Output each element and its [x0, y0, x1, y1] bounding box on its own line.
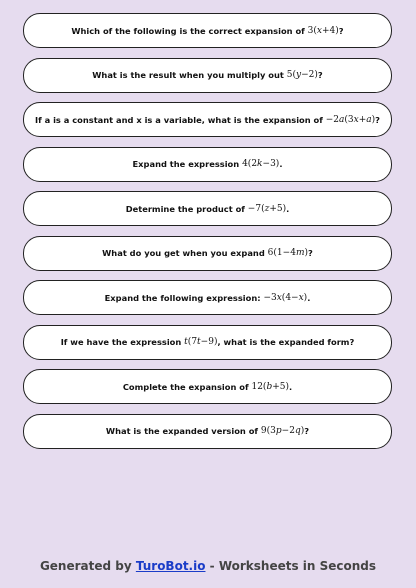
question-card [23, 13, 392, 48]
question-end: , what is the expanded form? [217, 337, 355, 347]
question-card [23, 325, 392, 360]
question-card [23, 58, 392, 93]
question-card [23, 102, 392, 137]
question-math: −7(z+5) [247, 203, 287, 214]
question-text: Which of the following is the correct expansion of [71, 25, 305, 36]
question-card [23, 280, 392, 315]
question-text: What is the result when you multiply out [92, 70, 284, 80]
question-math: 12(b+5) [251, 381, 289, 392]
question-end: . [279, 159, 283, 169]
question-end: . [307, 292, 311, 303]
footer-suffix: - Worksheets in Seconds [205, 559, 377, 573]
question-math: 5(y−2) [286, 70, 318, 80]
question-math: 4(2k−3) [242, 159, 280, 169]
question-text: What is the expanded version of [105, 426, 259, 436]
question-card [23, 147, 392, 182]
question-card [23, 191, 392, 226]
question-math: 9(3p−2q) [260, 426, 305, 436]
question-text: If a is a constant and x is a variable, what is the expansion of [35, 114, 323, 125]
question-card [23, 414, 392, 449]
footer-prefix: Generated by [39, 559, 136, 573]
question-math: 3(x+4) [307, 25, 339, 36]
question-end: ? [308, 248, 313, 258]
question-math: 6(1−4m) [267, 248, 308, 258]
question-card [23, 369, 392, 404]
question-math: t(7t−9) [184, 337, 218, 347]
question-end: ? [375, 114, 380, 125]
question-math: −3x(4−x) [263, 292, 308, 303]
question-end: . [286, 203, 290, 214]
question-text: Expand the following expression: [104, 292, 261, 303]
question-text: Expand the expression [132, 159, 240, 169]
question-card [23, 236, 392, 271]
question-list [23, 13, 393, 458]
question-math: −2a(3x+a) [325, 114, 376, 125]
question-text: If we have the expression [60, 337, 182, 347]
question-end: ? [317, 70, 323, 80]
question-end: . [289, 381, 293, 392]
question-text: What do you get when you expand [102, 248, 265, 258]
question-text: Determine the product of [125, 203, 245, 214]
footer [0, 559, 416, 573]
question-end: ? [338, 25, 344, 36]
question-text: Complete the expansion of [122, 381, 249, 392]
question-end: ? [304, 426, 310, 436]
turobot-link[interactable]: TuroBot.io [135, 559, 206, 573]
